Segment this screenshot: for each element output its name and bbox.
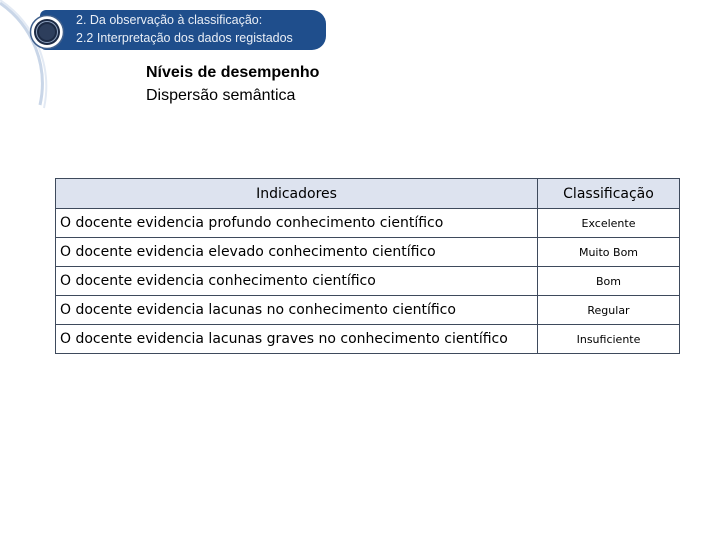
table-row-classification: Muito Bom	[538, 238, 680, 267]
table-row-classification: Bom	[538, 267, 680, 296]
table-row-indicator: O docente evidencia profundo conhecimento científico	[55, 209, 538, 238]
table-row-classification: Regular	[538, 296, 680, 325]
table-row-indicator: O docente evidencia elevado conhecimento científico	[55, 238, 538, 267]
column-header-classification: Classificação	[537, 178, 680, 209]
table-row-indicator: O docente evidencia lacunas graves no conhecimento científico	[55, 325, 538, 354]
page-title: Níveis de desempenho	[146, 64, 320, 81]
table-row-classification: Excelente	[538, 209, 680, 238]
page-subtitle: Dispersão semântica	[146, 87, 296, 104]
bullet-circle-icon	[29, 14, 65, 50]
section-title-line1: 2. Da observação à classificação:	[76, 13, 263, 27]
table-row-indicator: O docente evidencia lacunas no conhecimento científico	[55, 296, 538, 325]
table-row-classification: Insuficiente	[538, 325, 680, 354]
column-header-indicators: Indicadores	[55, 178, 538, 209]
table-row-indicator: O docente evidencia conhecimento científico	[55, 267, 538, 296]
section-title-line2: 2.2 Interpretação dos dados registados	[76, 31, 293, 45]
